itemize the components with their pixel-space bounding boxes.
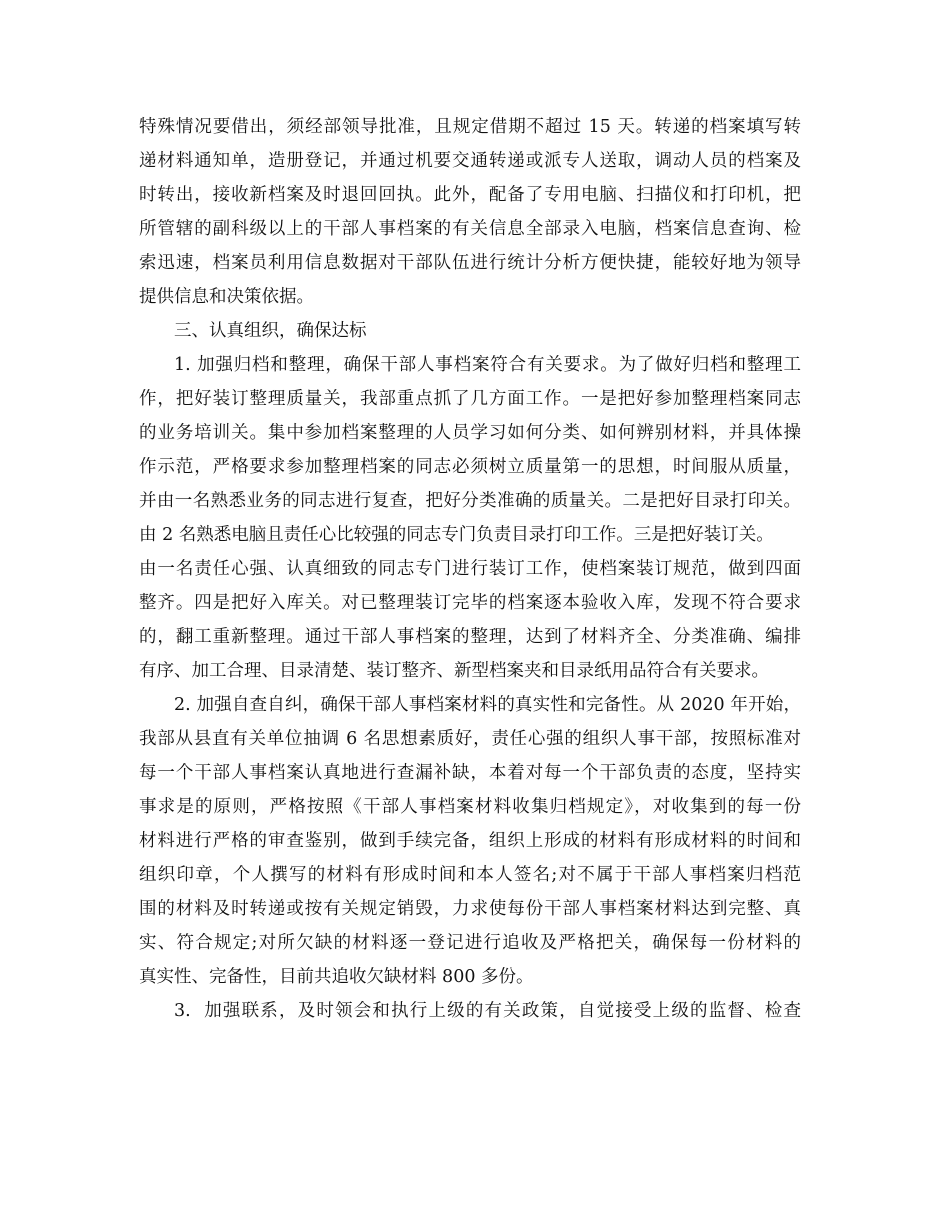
text-line: 的，翻工重新整理。通过干部人事档案的整理，达到了材料齐全、分类准确、编排 (139, 627, 801, 647)
section-heading: 三、认真组织，确保达标 (174, 321, 367, 341)
text-line: 围的材料及时转递或按有关规定销毁，力求使每份干部人事档案材料达到完整、真 (139, 899, 801, 919)
text-line: 索迅速，档案员利用信息数据对干部队伍进行统计分析方便快捷，能较好地为领导 (139, 253, 801, 273)
text-line: 由 2 名熟悉电脑且责任心比较强的同志专门负责目录打印工作。三是把好装订关。 (139, 525, 774, 545)
text-line: 所管辖的副科级以上的干部人事档案的有关信息全部录入电脑，档案信息查询、检 (139, 219, 801, 239)
paragraph-start-line: 1. 加强归档和整理，确保干部人事档案符合有关要求。为了做好归档和整理工 (174, 355, 801, 375)
text-line: 整齐。四是把好入库关。对已整理装订完毕的档案逐本验收入库，发现不符合要求 (139, 593, 801, 613)
text-line: 提供信息和决策依据。 (139, 287, 314, 307)
text-line: 材料进行严格的审查鉴别，做到手续完备，组织上形成的材料有形成材料的时间和 (139, 831, 801, 851)
text-line: 的业务培训关。集中参加档案整理的人员学习如何分类、如何辨别材料，并具体操 (139, 423, 801, 443)
paragraph-start-line: 3. 加强联系，及时领会和执行上级的有关政策，自觉接受上级的监督、检查 (174, 1001, 801, 1021)
text-line: 时转出，接收新档案及时退回回执。此外，配备了专用电脑、扫描仪和打印机，把 (139, 185, 801, 205)
text-line: 事求是的原则，严格按照《干部人事档案材料收集归档规定》，对收集到的每一份 (139, 797, 801, 817)
paragraph-start-line: 2. 加强自查自纠，确保干部人事档案材料的真实性和完备性。从 2020 年开始， (174, 695, 801, 715)
text-line: 作，把好装订整理质量关，我部重点抓了几方面工作。一是把好参加整理档案同志 (139, 389, 801, 409)
text-line: 我部从县直有关单位抽调 6 名思想素质好，责任心强的组织人事干部，按照标准对 (139, 729, 801, 749)
document-body (139, 110, 801, 1028)
text-line: 实、符合规定;对所欠缺的材料逐一登记进行追收及严格把关，确保每一份材料的 (139, 933, 801, 953)
text-line: 由一名责任心强、认真细致的同志专门进行装订工作，使档案装订规范，做到四面 (139, 559, 801, 579)
text-line: 特殊情况要借出，须经部领导批准，且规定借期不超过 15 天。转递的档案填写转 (139, 117, 801, 137)
text-line: 有序、加工合理、目录清楚、装订整齐、新型档案夹和目录纸用品符合有关要求。 (139, 661, 769, 681)
text-line: 组织印章，个人撰写的材料有形成时间和本人签名;对不属于干部人事档案归档范 (139, 865, 801, 885)
text-line: 并由一名熟悉业务的同志进行复查，把好分类准确的质量关。二是把好目录打印关。 (139, 491, 801, 511)
text-line: 递材料通知单，造册登记，并通过机要交通转递或派专人送取，调动人员的档案及 (139, 151, 801, 171)
text-line: 真实性、完备性，目前共追收欠缺材料 800 多份。 (139, 967, 534, 987)
text-line: 每一个干部人事档案认真地进行查漏补缺，本着对每一个干部负责的态度，坚持实 (139, 763, 801, 783)
text-line: 作示范，严格要求参加整理档案的同志必须树立质量第一的思想，时间服从质量， (139, 457, 801, 477)
